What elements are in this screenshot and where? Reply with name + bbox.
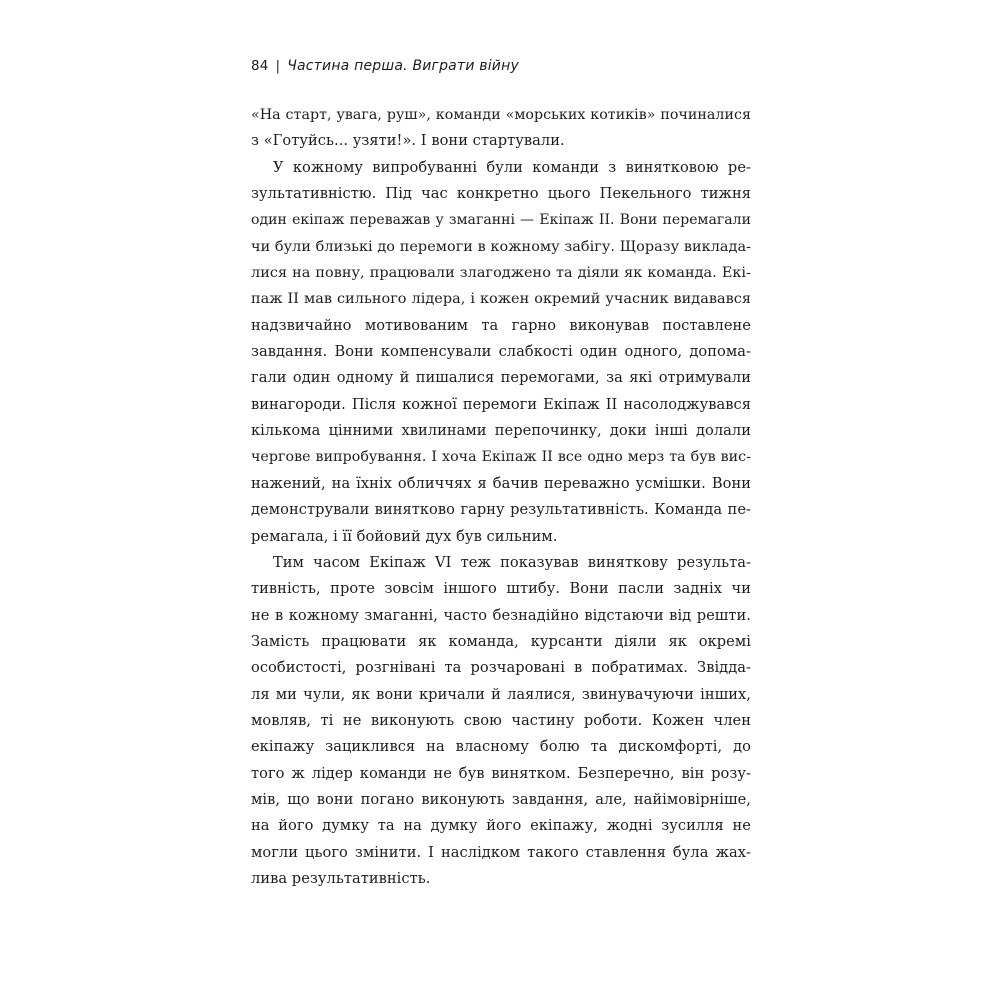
header-separator: |	[275, 59, 281, 74]
text-line: один екіпаж переважав у змаганні — Екіпаж II. Вони перемагали	[251, 212, 751, 229]
text-line: «На старт, увага, руш», команди «морських котиків» починалися	[251, 107, 751, 123]
text-line: не в кожному змаганні, часто безнадійно відстаючи від решти.	[251, 606, 751, 624]
text-line: екіпажу зациклився на власному болю та дискомфорті, до	[251, 738, 751, 756]
text-line: ремагала, і її бойовий дух був сильним.	[251, 527, 558, 545]
text-line: з «Готуйсь... узяти!». І вони стартували.	[251, 132, 565, 150]
chapter-title: Частина перша. Виграти війну	[287, 58, 519, 74]
text-line: кількома цінними хвилинами перепочинку, доки інші долали	[251, 422, 751, 440]
text-line: паж II мав сильного лідера, і кожен окремий учасник видавався	[251, 291, 751, 308]
text-line: демонстрували винятково гарну результативність. Команда пе-	[251, 501, 751, 519]
text-line: завдання. Вони компенсували слабкості один одного, допома-	[251, 343, 751, 361]
text-line: тивність, проте зовсім іншого штибу. Вони пасли задніх чи	[251, 580, 751, 598]
text-line: мів, що вони погано виконують завдання, але, найімовірніше,	[251, 790, 751, 808]
running-head	[251, 58, 519, 74]
text-line: винагороди. Після кожної перемоги Екіпаж II насолоджувався	[251, 395, 751, 413]
text-line: мовляв, ті не виконують свою частину роботи. Кожен член	[251, 711, 751, 729]
text-line: Замість працювати як команда, курсанти діяли як окремі	[251, 632, 751, 650]
text-line: Тим часом Екіпаж VI теж показував виняткову результа-	[273, 553, 751, 571]
text-line: гали один одному й пишалися перемогами, за які отримували	[251, 369, 751, 387]
text-line: особистості, розгнівані та розчаровані в побратимах. Звідда-	[251, 659, 751, 677]
text-line: лися на повну, працювали злагоджено та діяли як команда. Екі-	[251, 265, 751, 282]
text-line: лива результативність.	[251, 869, 431, 887]
text-line: нажений, на їхніх обличчях я бачив переважно усмішки. Вони	[251, 474, 751, 492]
text-line: чи були близькі до перемоги в кожному забігу. Щоразу виклада-	[251, 238, 751, 255]
text-line: ля ми чули, як вони кричали й лаялися, звинувачуючи інших,	[251, 685, 751, 703]
body-text	[251, 102, 751, 892]
text-line: надзвичайно мотивованим та гарно виконував поставлене	[251, 316, 751, 334]
text-line: могли цього змінити. І наслідком такого ставлення була жах-	[251, 843, 751, 861]
text-line: зультативністю. Під час конкретно цього Пекельного тижня	[251, 185, 751, 203]
text-line: У кожному випробуванні були команди з винятковою ре-	[273, 158, 751, 176]
text-line: на його думку та на думку його екіпажу, жодні зусилля не	[251, 817, 751, 835]
page-number: 84	[251, 58, 269, 74]
text-line: того ж лідер команди не був винятком. Безперечно, він розу-	[251, 764, 751, 782]
text-line: чергове випробування. І хоча Екіпаж II все одно мерз та був вис-	[251, 449, 751, 466]
